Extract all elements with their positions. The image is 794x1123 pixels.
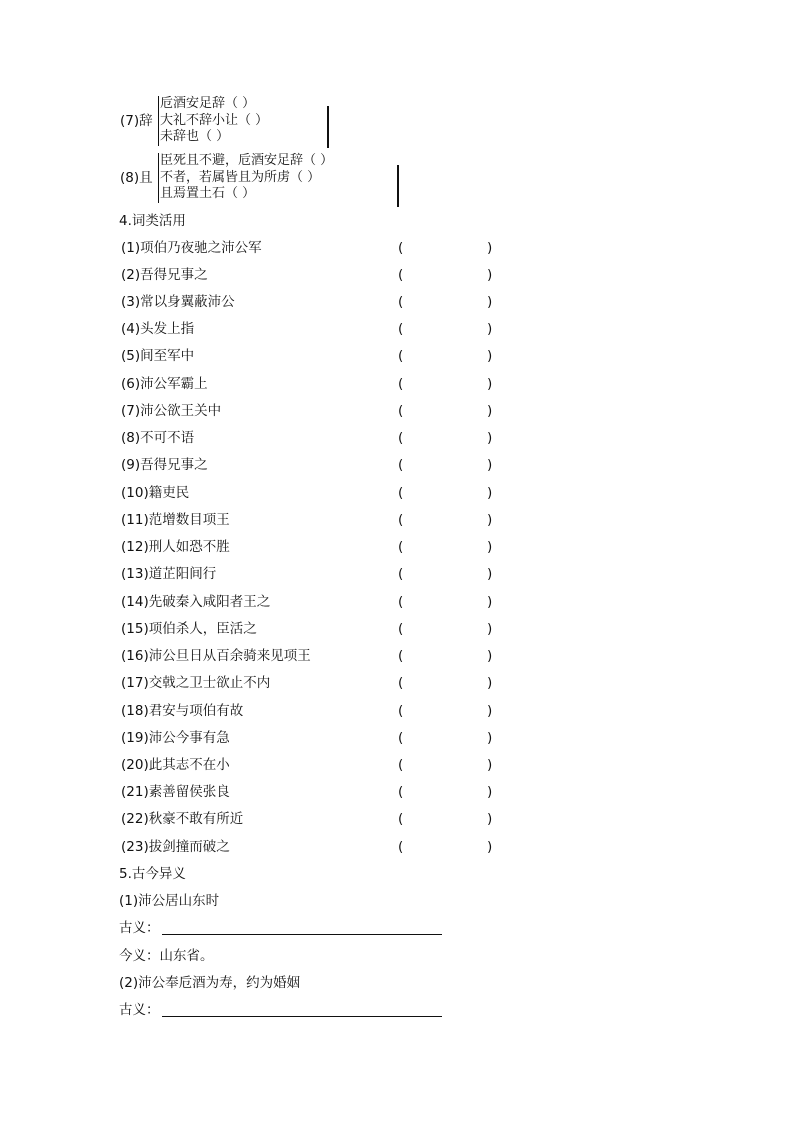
answer-paren-open: ( — [398, 403, 404, 419]
item-text: (18)君安与项伯有故 — [121, 703, 244, 719]
list-item — [0, 483, 794, 503]
answer-paren-open: ( — [398, 240, 404, 256]
answer-paren-close: ) — [487, 811, 493, 827]
item-text: (1)沛公居山东时 — [119, 893, 220, 909]
list-item — [0, 537, 794, 557]
list-item — [0, 401, 794, 421]
group-brace-7 — [158, 96, 159, 146]
answer-paren-open: ( — [398, 321, 404, 337]
answer-paren-open: ( — [398, 839, 404, 855]
answer-paren-open: ( — [398, 294, 404, 310]
answer-paren-open: ( — [398, 457, 404, 473]
item-text: (3)常以身翼蔽沛公 — [121, 294, 235, 310]
answer-paren-open: ( — [398, 784, 404, 800]
answer-paren-open: ( — [398, 811, 404, 827]
list-item — [0, 619, 794, 639]
item-text: (12)刑人如恐不胜 — [121, 539, 230, 555]
section-title: 5.古今异义 — [119, 866, 186, 882]
answer-paren-close: ) — [487, 403, 493, 419]
item-text: (23)拔剑撞而破之 — [121, 839, 230, 855]
group-bracket-7 — [327, 106, 329, 148]
list-item — [0, 292, 794, 312]
answer-paren-open: ( — [398, 348, 404, 364]
answer-paren-close: ) — [487, 512, 493, 528]
answer-paren-close: ) — [487, 539, 493, 555]
item-text: (2)沛公奉卮酒为寿，约为婚姻 — [119, 975, 301, 991]
group-bracket-8 — [397, 165, 399, 207]
item-text: (5)间至军中 — [121, 348, 195, 364]
item-text: (13)道芷阳间行 — [121, 566, 217, 582]
answer-paren-close: ) — [487, 294, 493, 310]
answer-paren-close: ) — [487, 648, 493, 664]
group-line: 大礼不辞小让（ ） — [160, 113, 269, 128]
answer-paren-close: ) — [487, 675, 493, 691]
item-text: (22)秋豪不敢有所近 — [121, 811, 244, 827]
list-item — [0, 428, 794, 448]
list-item — [0, 809, 794, 829]
group-line: 未辞也（ ） — [160, 129, 230, 144]
answer-paren-open: ( — [398, 757, 404, 773]
answer-paren-open: ( — [398, 648, 404, 664]
item-text: (16)沛公旦日从百余骑来见项王 — [121, 648, 311, 664]
item-text: (10)籍吏民 — [121, 485, 190, 501]
answer-paren-close: ) — [487, 784, 493, 800]
list-item — [0, 592, 794, 612]
answer-paren-close: ) — [487, 485, 493, 501]
answer-paren-close: ) — [487, 594, 493, 610]
list-item — [0, 374, 794, 394]
list-item — [0, 782, 794, 802]
list-item — [0, 265, 794, 285]
answer-paren-close: ) — [487, 703, 493, 719]
section-title: 4.词类活用 — [119, 213, 186, 229]
group-brace-8 — [158, 153, 159, 203]
group-label-7: (7)辞 — [120, 113, 153, 129]
item-text: (6)沛公军霸上 — [121, 376, 208, 392]
group-line: 臣死且不避，卮酒安足辞（ ） — [160, 153, 334, 168]
item-text: (8)不可不语 — [121, 430, 195, 446]
answer-paren-close: ) — [487, 566, 493, 582]
answer-paren-close: ) — [487, 348, 493, 364]
list-item — [0, 319, 794, 339]
item-text: (21)素善留侯张良 — [121, 784, 230, 800]
answer-paren-close: ) — [487, 267, 493, 283]
item-text: (7)沛公欲王关中 — [121, 403, 222, 419]
answer-line[interactable] — [162, 934, 442, 935]
item-text: (17)交戟之卫士欲止不内 — [121, 675, 271, 691]
answer-paren-open: ( — [398, 621, 404, 637]
item-text: (20)此其志不在小 — [121, 757, 230, 773]
answer-paren-close: ) — [487, 757, 493, 773]
list-item — [0, 755, 794, 775]
item-text: (2)吾得兄事之 — [121, 267, 208, 283]
jin-yi-text: 今义：山东省。 — [119, 948, 214, 964]
item-text: (4)头发上指 — [121, 321, 195, 337]
list-item — [0, 837, 794, 857]
item-text: (1)项伯乃夜驰之沛公军 — [121, 240, 262, 256]
list-item — [0, 673, 794, 693]
answer-paren-open: ( — [398, 566, 404, 582]
answer-paren-open: ( — [398, 485, 404, 501]
list-item — [0, 346, 794, 366]
list-item — [0, 564, 794, 584]
list-item — [0, 728, 794, 748]
answer-paren-close: ) — [487, 240, 493, 256]
answer-paren-open: ( — [398, 594, 404, 610]
answer-paren-close: ) — [487, 376, 493, 392]
item-text: (19)沛公今事有急 — [121, 730, 230, 746]
answer-paren-open: ( — [398, 376, 404, 392]
group-line: 卮酒安足辞（ ） — [160, 96, 256, 111]
answer-paren-close: ) — [487, 321, 493, 337]
gu-yi-label: 古义： — [119, 1002, 160, 1018]
answer-paren-open: ( — [398, 512, 404, 528]
answer-paren-open: ( — [398, 539, 404, 555]
item-text: (9)吾得兄事之 — [121, 457, 208, 473]
list-item — [0, 701, 794, 721]
list-item — [0, 646, 794, 666]
group-line: 不者，若属皆且为所虏（ ） — [160, 170, 321, 185]
group-line: 且焉置土石（ ） — [160, 186, 256, 201]
answer-paren-open: ( — [398, 267, 404, 283]
item-text: (14)先破秦入咸阳者王之 — [121, 594, 271, 610]
answer-paren-close: ) — [487, 430, 493, 446]
item-text: (15)项伯杀人，臣活之 — [121, 621, 257, 637]
answer-paren-open: ( — [398, 703, 404, 719]
list-item — [0, 455, 794, 475]
answer-paren-close: ) — [487, 839, 493, 855]
answer-paren-close: ) — [487, 621, 493, 637]
list-item — [0, 510, 794, 530]
list-item — [0, 238, 794, 258]
answer-paren-open: ( — [398, 675, 404, 691]
item-text: (11)范增数目项王 — [121, 512, 230, 528]
answer-paren-open: ( — [398, 430, 404, 446]
answer-line[interactable] — [162, 1016, 442, 1017]
answer-paren-close: ) — [487, 730, 493, 746]
gu-yi-label: 古义： — [119, 920, 160, 936]
answer-paren-open: ( — [398, 730, 404, 746]
group-label-8: (8)且 — [120, 170, 153, 186]
answer-paren-close: ) — [487, 457, 493, 473]
